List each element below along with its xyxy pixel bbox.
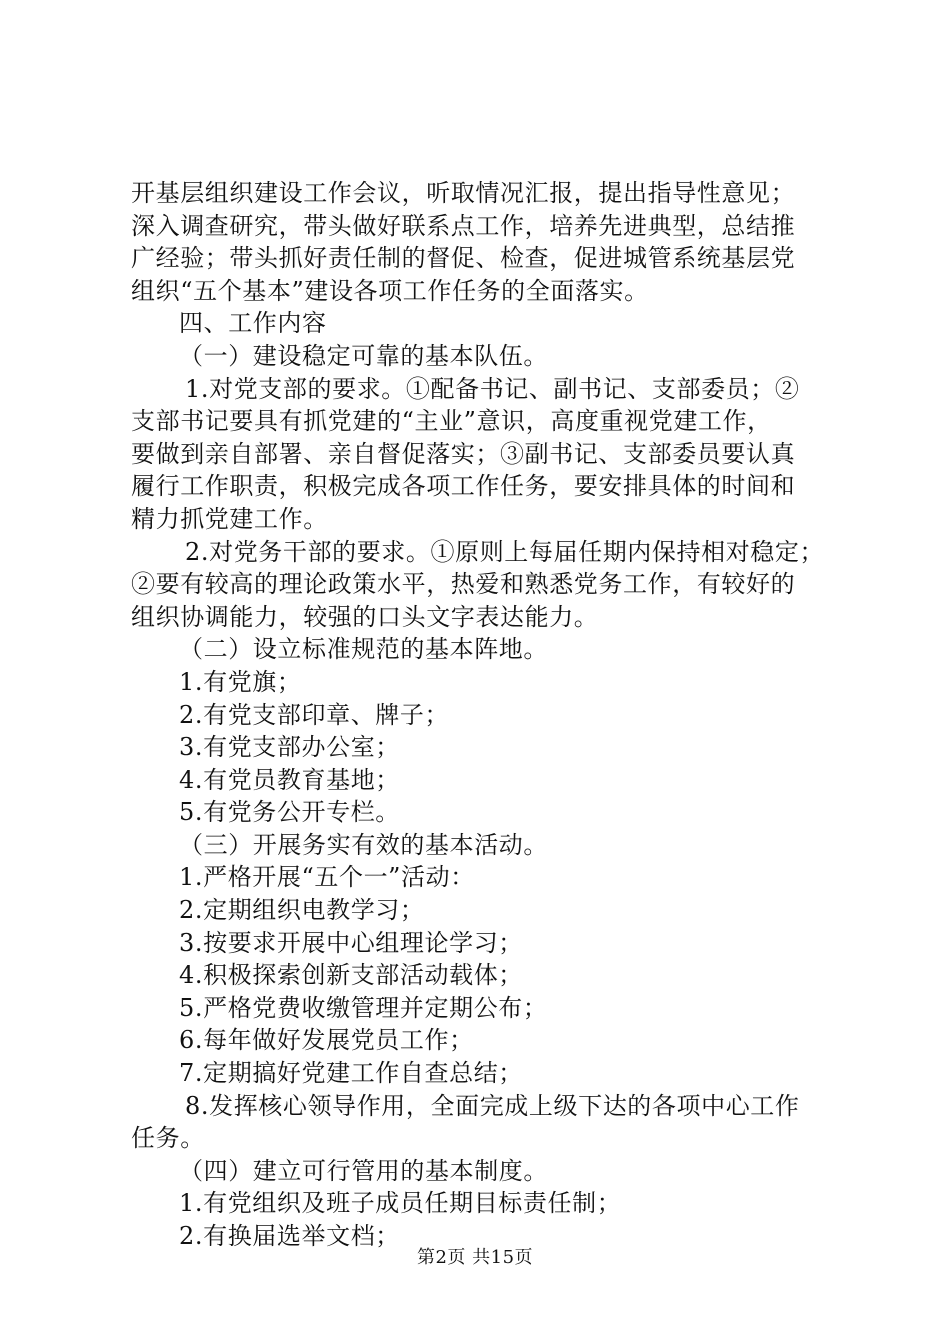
- list-item: 5.有党务公开专栏。: [179, 798, 400, 827]
- subsection-heading: （四）建立可行管用的基本制度。: [179, 1156, 548, 1185]
- paragraph-line: 支部书记要具有抓党建的“主业”意识，高度重视党建工作，: [131, 407, 772, 436]
- subsection-heading: （二）设立标准规范的基本阵地。: [179, 635, 548, 664]
- page-number-footer: 第2页 共15页: [416, 1247, 534, 1268]
- paragraph-line: 要做到亲自部署、亲自督促落实；③副书记、支部委员要认真: [131, 439, 796, 468]
- paragraph-line: 组织“五个基本”建设各项工作任务的全面落实。: [131, 276, 649, 305]
- list-item: 5.严格党费收缴管理并定期公布；: [179, 993, 548, 1022]
- list-item: 1.有党组织及班子成员任期目标责任制；: [179, 1189, 622, 1218]
- list-item: 4.有党员教育基地；: [179, 765, 400, 794]
- list-item: 8.发挥核心领导作用，全面完成上级下达的各项中心工作: [185, 1091, 800, 1120]
- paragraph-line: ②要有较高的理论政策水平，热爱和熟悉党务工作，有较好的: [131, 570, 796, 599]
- list-item: 3.有党支部办公室；: [179, 733, 400, 762]
- document-body: [131, 177, 831, 1253]
- paragraph-line: 广经验；带头抓好责任制的督促、检查，促进城管系统基层党: [131, 244, 796, 273]
- section-heading: 四、工作内容: [179, 309, 327, 338]
- paragraph-line: 任务。: [131, 1124, 205, 1153]
- list-item: 2.有换届选举文档；: [179, 1222, 400, 1250]
- paragraph-line: 履行工作职责，积极完成各项工作任务，要安排具体的时间和: [131, 472, 796, 501]
- list-item: 2.有党支部印章、牌子；: [179, 700, 450, 729]
- list-item: 1.有党旗；: [179, 667, 302, 696]
- paragraph-line: 深入调查研究，带头做好联系点工作，培养先进典型，总结推: [131, 211, 796, 240]
- list-item: 6.每年做好发展党员工作；: [179, 1026, 474, 1055]
- paragraph-line: 组织协调能力，较强的口头文字表达能力。: [131, 602, 599, 631]
- list-item: 3.按要求开展中心组理论学习；: [179, 928, 523, 957]
- list-item: 4.积极探索创新支部活动载体；: [179, 961, 523, 990]
- paragraph-line: 1.对党支部的要求。①配备书记、副书记、支部委员；②: [185, 374, 800, 403]
- list-item: 1.严格开展“五个一”活动：: [179, 863, 475, 892]
- list-item: 7.定期搞好党建工作自查总结；: [179, 1059, 523, 1088]
- subsection-heading: （一）建设稳定可靠的基本队伍。: [179, 341, 548, 370]
- subsection-heading: （三）开展务实有效的基本活动。: [179, 830, 548, 859]
- paragraph-line: 精力抓党建工作。: [131, 504, 328, 533]
- list-item: 2.定期组织电教学习；: [179, 896, 425, 925]
- paragraph-line: 2.对党务干部的要求。①原则上每届任期内保持相对稳定；: [185, 537, 825, 566]
- paragraph-line: 开基层组织建设工作会议，听取情况汇报，提出指导性意见；: [131, 179, 796, 207]
